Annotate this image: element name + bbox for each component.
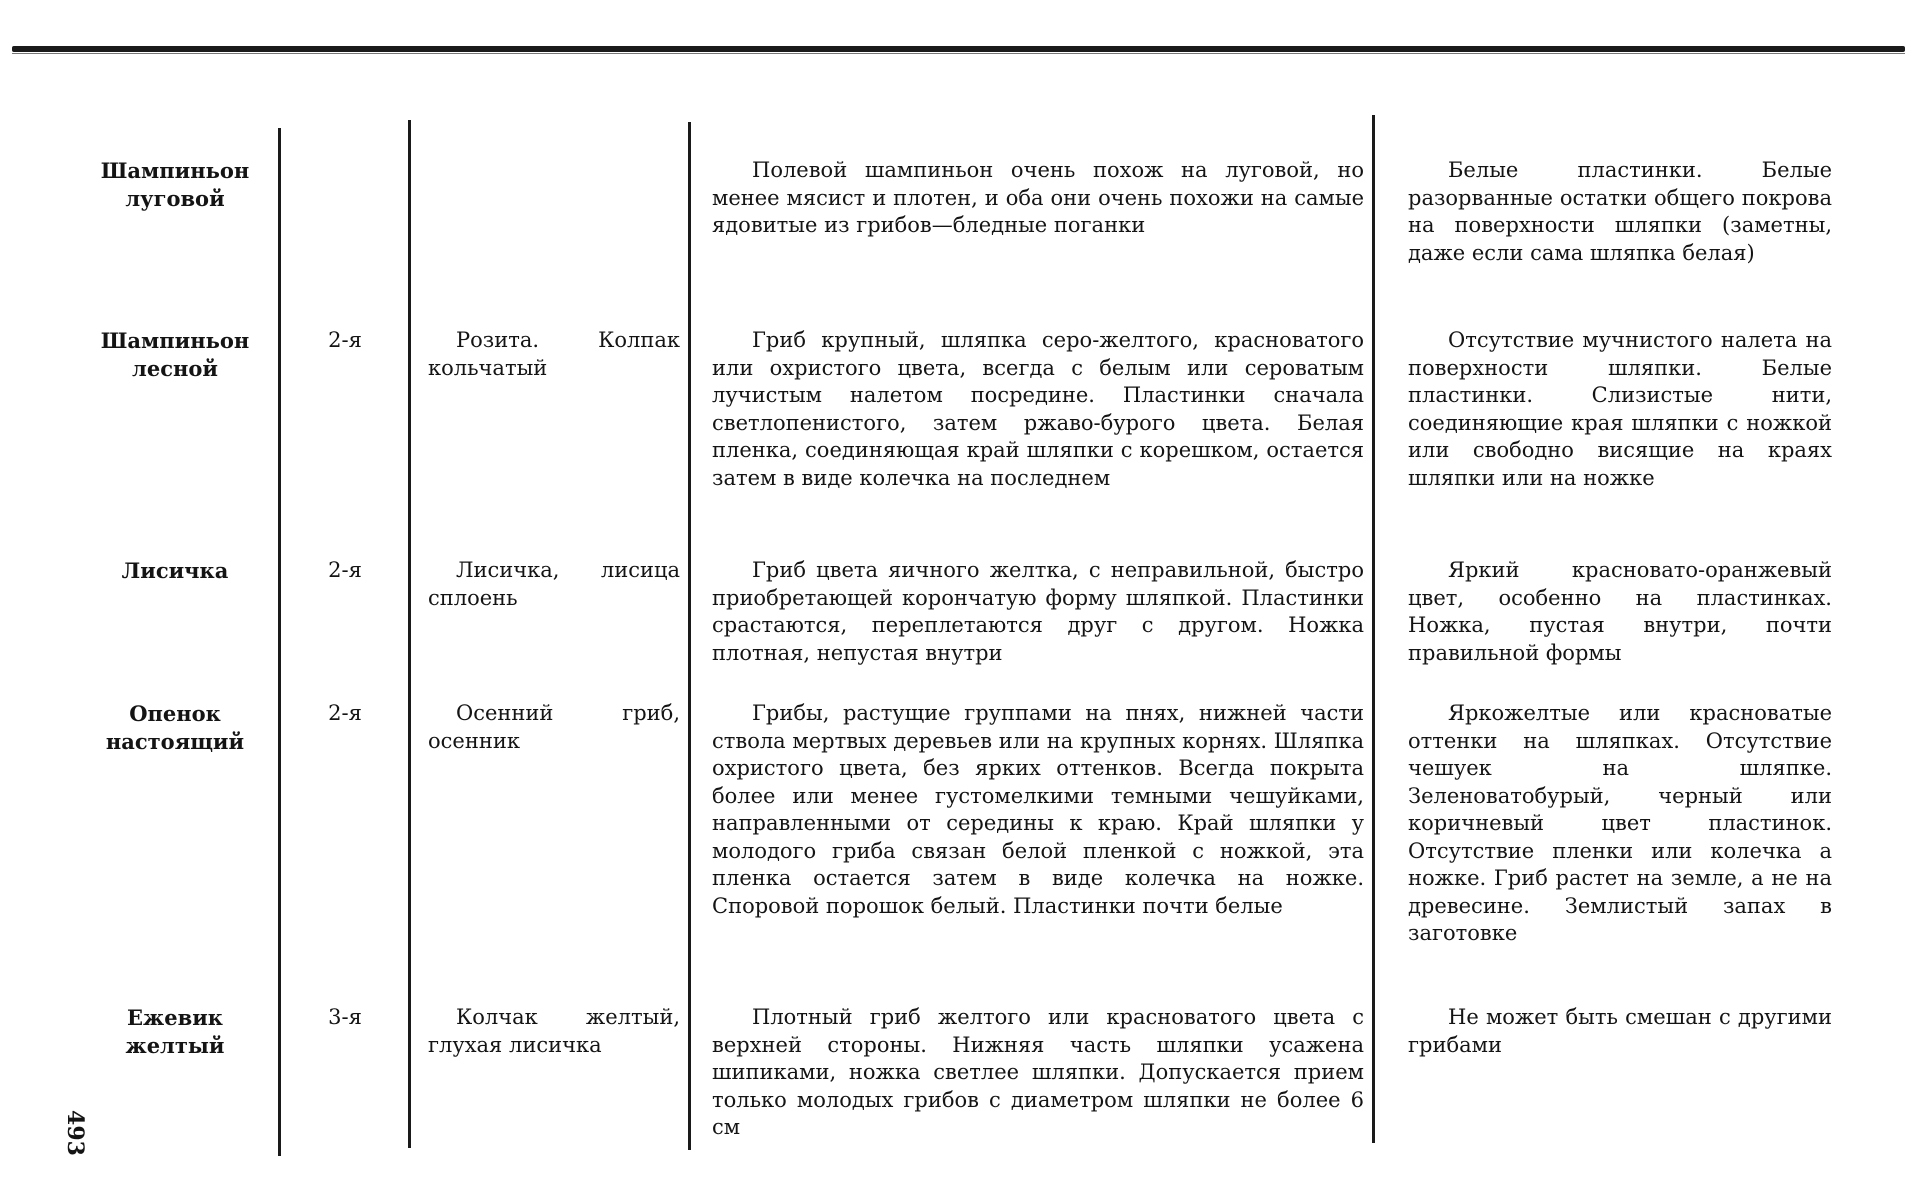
category: 3-я [328,1005,362,1029]
local-names: Колчак желтый, глухая лисичка [428,1005,680,1057]
top-rule [12,46,1905,52]
column-divider [278,128,281,1156]
local-names: Лисичка, лисица сплоень [428,558,680,610]
distinguishing-features: Яркожелтые или красноватые оттенки на шляпках. Отсутствие чешуек на шляпке. Зеленоватобурый, черный или коричневый цвет пластинок. Отсутствие пленки или колечка а ножке. Гриб растет на земле, а не на древесине. Землистый запах в заготовке [1408,701,1832,945]
mushroom-name: Ежевик желтый [125,1005,225,1058]
distinguishing-features: Не может быть смешан с другими грибами [1408,1005,1832,1057]
page-number: 493 [61,1110,88,1156]
category: 2-я [328,558,362,582]
column-divider [408,120,411,1148]
distinguishing-features: Яркий красновато-оранжевый цвет, особенно на пластинках. Ножка, пустая внутри, почти правильной формы [1408,558,1832,665]
description: Гриб цвета яичного желтка, с неправильной, быстро приобретающей корончатую форму шляпкой. Пластинки срастаются, переплетаются друг с другом. Ножка плотная, непустая внутри [712,558,1364,665]
local-names: Осенний гриб, осенник [428,701,680,753]
category: 2-я [328,328,362,352]
category: 2-я [328,701,362,725]
description: Грибы, растущие группами на пнях, нижней части ствола мертвых деревьев или на крупных корнях. Шляпка охристого цвета, без ярких оттенков. Всегда покрыта более или менее густомелкими темными чешуйками, направленными от середины к краю. Край шляпки у молодого гриба связан белой пленкой с ножкой, эта пленка остается затем в виде колечка на ножке. Споровой порошок белый. Пластинки почти белые [712,701,1364,918]
description: Плотный гриб желтого или красноватого цвета с верхней стороны. Нижняя часть шляпки усажена шипиками, ножка светлее шляпки. Допускается прием только молодых грибов с диаметром шляпки не более 6 см [712,1005,1364,1139]
distinguishing-features: Белые пластинки. Белые разорванные остатки общего покрова на поверхности шляпки (заметны, даже если сама шляпка белая) [1408,158,1832,265]
mushroom-name: Шампиньон луговой [100,158,250,211]
description: Гриб крупный, шляпка серо-желтого, красноватого или охристого цвета, всегда с белым или сероватым лучистым налетом посредине. Пластинки сначала светлопенистого, затем ржаво-бурого цвета. Белая пленка, соединяющая край шляпки с корешком, остается затем в виде колечка на последнем [712,328,1364,490]
mushroom-name: Лисичка [121,558,229,583]
local-names: Розита. Колпак кольчатый [428,328,680,380]
description: Полевой шампиньон очень похож на луговой, но менее мясист и плотен, и оба они очень похожи на самые ядовитые из грибов—бледные поганки [712,158,1364,237]
column-divider [1372,115,1375,1143]
column-divider [688,122,691,1150]
top-rule-shadow [12,53,1905,54]
mushroom-name: Шампиньон лесной [100,328,250,381]
distinguishing-features: Отсутствие мучнистого налета на поверхности шляпки. Белые пластинки. Слизистые нити, соединяющие края шляпки с ножкой или свободно висящие на краях шляпки или на ножке [1408,328,1832,490]
mushroom-name: Опенок настоящий [105,701,245,754]
